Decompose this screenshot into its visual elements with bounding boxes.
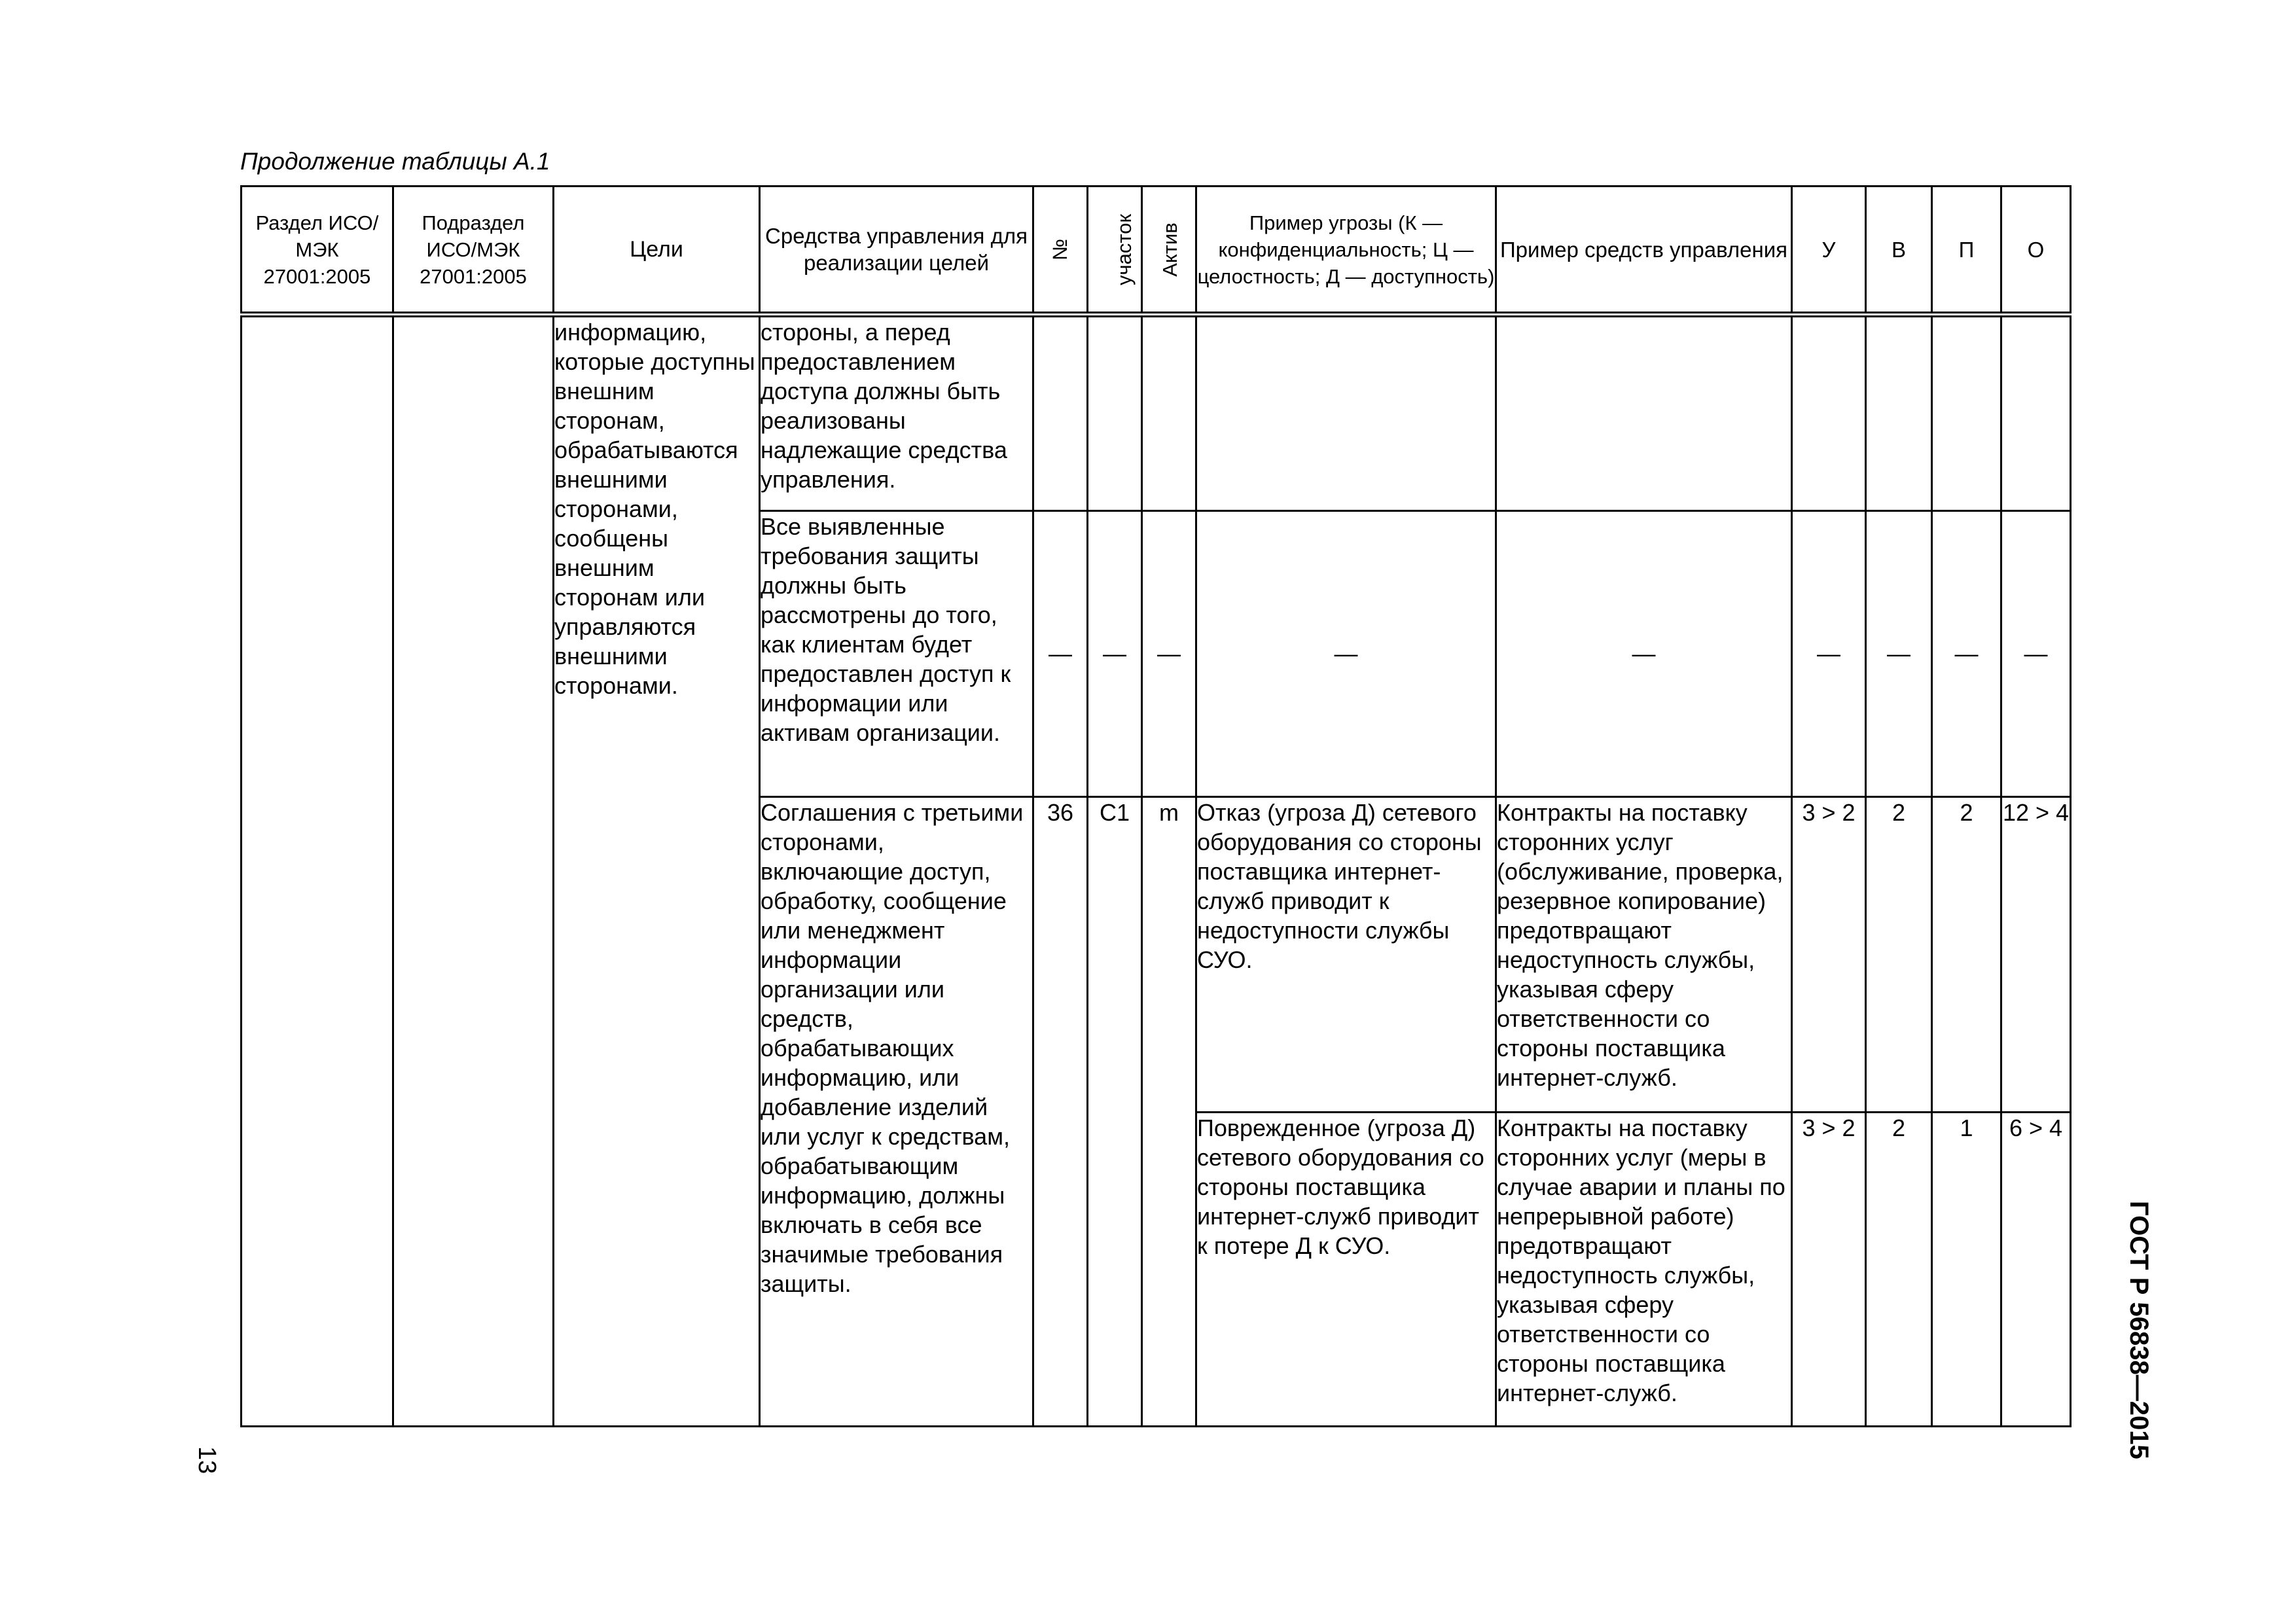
number-cell xyxy=(1033,315,1088,511)
table-row xyxy=(242,315,2071,511)
threat-cell: — xyxy=(1196,511,1496,797)
threat-cell xyxy=(1196,315,1496,511)
header-section: Раздел ИСО/МЭК 27001:2005 xyxy=(242,187,393,315)
u-cell: 3 > 2 xyxy=(1792,797,1866,1113)
header-number xyxy=(1033,187,1088,315)
measure-cell xyxy=(1496,315,1792,511)
control-cell: Соглашения с третьими сторонами, включающие доступ, обработку, сообщение или менеджмент информации организации или средств, обрабатывающих информацию, или добавление изделий или услуг к средствам, обрабатывающим информацию, должны включать в себя все значимые требования защиты. xyxy=(760,797,1033,1427)
area-cell: — xyxy=(1088,511,1142,797)
p-cell xyxy=(1932,315,2001,511)
number-cell: 36 xyxy=(1033,797,1088,1427)
threat-cell: Отказ (угроза Д) сетевого оборудования со стороны поставщика интернет-служб приводит к недоступности службы СУО. xyxy=(1196,797,1496,1113)
o-cell: 6 > 4 xyxy=(2001,1113,2071,1427)
header-measures: Пример средств управления xyxy=(1496,187,1792,315)
header-asset-label: Актив xyxy=(1158,222,1181,277)
table-caption: Продолжение таблицы А.1 xyxy=(240,148,550,175)
measure-cell: — xyxy=(1496,511,1792,797)
document-side-title xyxy=(2125,1201,2296,1459)
side-title-text: ГОСТ Р 56838—2015 xyxy=(2125,1201,2153,1459)
header-asset xyxy=(1142,187,1196,315)
asset-cell xyxy=(1142,315,1196,511)
number-cell: — xyxy=(1033,511,1088,797)
p-cell: 2 xyxy=(1932,797,2001,1113)
threat-table xyxy=(240,185,2072,1427)
header-o: О xyxy=(2001,187,2071,315)
header-u: У xyxy=(1792,187,1866,315)
control-cell: Все выявленные требования защиты должны быть рассмотрены до того, как клиентам будет предоставлен доступ к информации или активам организации. xyxy=(760,511,1033,797)
header-number-label: № xyxy=(1049,238,1072,260)
measure-cell: Контракты на поставку сторонних услуг (меры в случае аварии и планы по непрерывной работе) предотвращают недоступность службы, указывая сферу ответственности со стороны поставщика интернет-служб. xyxy=(1496,1113,1792,1427)
measure-cell: Контракты на поставку сторонних услуг (обслуживание, проверка, резервное копирование) предотвращают недоступность службы, указывая сферу ответственности со стороны поставщика интернет-служб. xyxy=(1496,797,1792,1113)
u-cell xyxy=(1792,315,1866,511)
o-cell: — xyxy=(2001,511,2071,797)
p-cell: — xyxy=(1932,511,2001,797)
goals-cell: информацию, которые доступны внешним сторонам, обрабатываются внешними сторонами, сообщены внешним сторонам или управляются внешними сторонами. xyxy=(554,315,760,1427)
u-cell: 3 > 2 xyxy=(1792,1113,1866,1427)
u-cell: — xyxy=(1792,511,1866,797)
header-threat: Пример угрозы (К — конфиденциальность; Ц — целостность; Д — доступность) xyxy=(1196,187,1496,315)
header-goals: Цели xyxy=(554,187,760,315)
subsection-cell xyxy=(393,315,554,1427)
area-cell: С1 xyxy=(1088,797,1142,1427)
p-cell: 1 xyxy=(1932,1113,2001,1427)
header-p: П xyxy=(1932,187,2001,315)
v-cell: 2 xyxy=(1866,1113,1932,1427)
header-area xyxy=(1088,187,1142,315)
v-cell: — xyxy=(1866,511,1932,797)
section-cell xyxy=(242,315,393,1427)
page-number-text: 13 xyxy=(193,1446,221,1474)
header-controls: Средства управления для реализации целей xyxy=(760,187,1033,315)
header-v: В xyxy=(1866,187,1932,315)
v-cell xyxy=(1866,315,1932,511)
threat-cell: Поврежденное (угроза Д) сетевого оборудования со стороны поставщика интернет-служб приводит к потере Д к СУО. xyxy=(1196,1113,1496,1427)
header-row xyxy=(242,187,2071,315)
asset-cell: — xyxy=(1142,511,1196,797)
page-number xyxy=(193,1446,248,1474)
header-area-label: участок xyxy=(1113,213,1136,285)
header-subsection: Подраздел ИСО/МЭК 27001:2005 xyxy=(393,187,554,315)
v-cell: 2 xyxy=(1866,797,1932,1113)
area-cell xyxy=(1088,315,1142,511)
o-cell xyxy=(2001,315,2071,511)
control-cell: стороны, а перед предоставлением доступа должны быть реализованы надлежащие средства управления. xyxy=(760,315,1033,511)
asset-cell: m xyxy=(1142,797,1196,1427)
o-cell: 12 > 4 xyxy=(2001,797,2071,1113)
